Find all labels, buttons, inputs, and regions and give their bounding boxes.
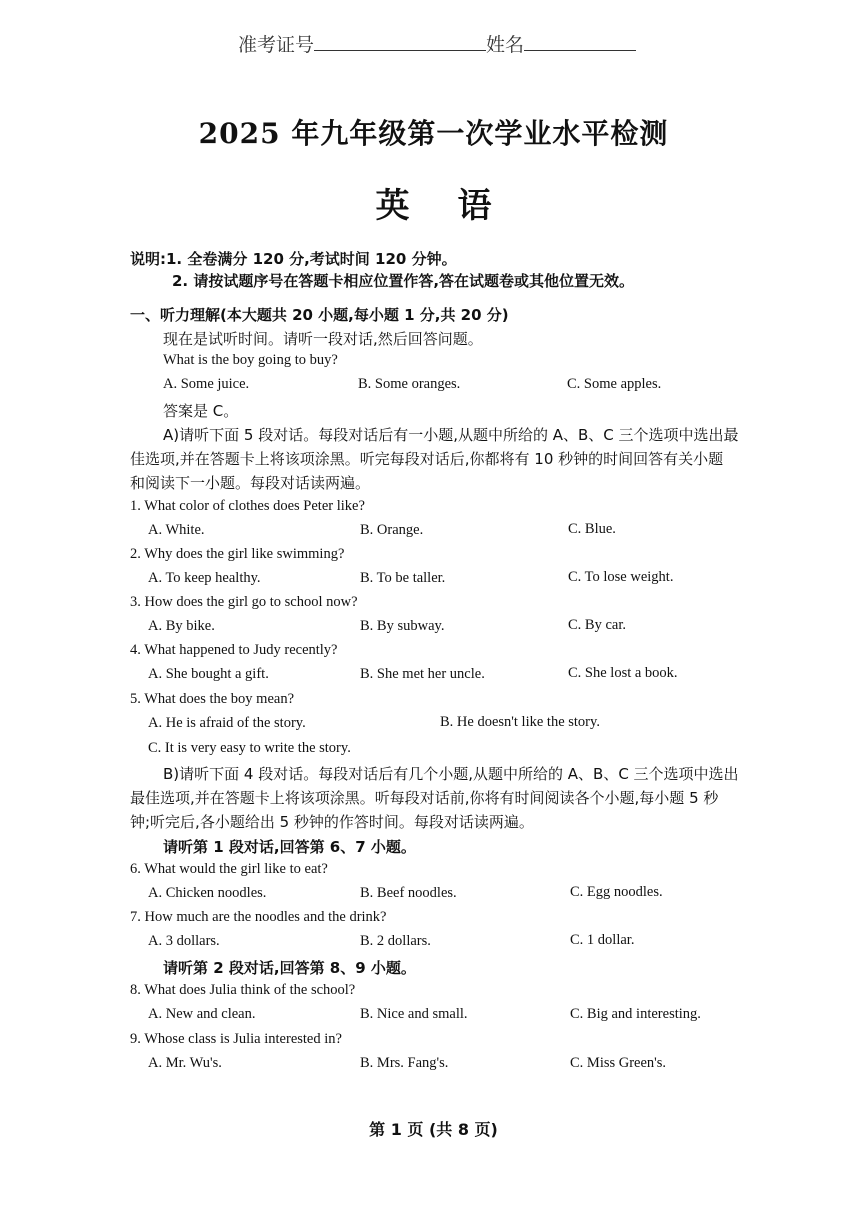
- part-b-instruction-1: B)请听下面 4 段对话。每段对话后有几个小题,从题中所给的 A、B、C 三个选项中选出: [163, 765, 739, 783]
- question-4: 4. What happened to Judy recently?: [130, 642, 338, 658]
- question-2: 2. Why does the girl like swimming?: [130, 546, 345, 562]
- q2-option-a: A. To keep healthy.: [148, 570, 261, 586]
- question-9: 9. Whose class is Julia interested in?: [130, 1031, 342, 1047]
- part-a-instruction-2: 佳选项,并在答题卡上将该项涂黑。听完每段对话后,你都将有 10 秒钟的时间回答有关小题: [130, 450, 724, 468]
- question-3: 3. How does the girl go to school now?: [130, 594, 358, 610]
- q4-option-b: B. She met her uncle.: [360, 666, 485, 682]
- question-7: 7. How much are the noodles and the drink?: [130, 909, 387, 925]
- q5-option-a: A. He is afraid of the story.: [148, 715, 306, 731]
- q6-option-b: B. Beef noodles.: [360, 885, 457, 901]
- q1-option-b: B. Orange.: [360, 522, 424, 538]
- practice-answer: 答案是 C。: [163, 402, 239, 420]
- part-b-instruction-3: 钟;听完后,各小题给出 5 秒钟的作答时间。每段对话读两遍。: [130, 813, 534, 831]
- name-blank: [524, 32, 636, 51]
- practice-option-c: C. Some apples.: [567, 376, 662, 392]
- q3-option-c: C. By car.: [568, 617, 626, 633]
- name-label: 姓名: [486, 34, 525, 56]
- q7-option-b: B. 2 dollars.: [360, 933, 431, 949]
- practice-option-b: B. Some oranges.: [358, 376, 461, 392]
- practice-intro: 现在是试听时间。请听一段对话,然后回答问题。: [163, 330, 483, 348]
- q2-option-c: C. To lose weight.: [568, 569, 674, 585]
- part-a-instruction-1: A)请听下面 5 段对话。每段对话后有一小题,从题中所给的 A、B、C 三个选项中选出最: [163, 426, 739, 444]
- q4-option-a: A. She bought a gift.: [148, 666, 269, 682]
- q8-option-c: C. Big and interesting.: [570, 1006, 701, 1022]
- q8-option-b: B. Nice and small.: [360, 1006, 468, 1022]
- q3-option-a: A. By bike.: [148, 618, 215, 634]
- q1-option-c: C. Blue.: [568, 521, 616, 537]
- dialog-2-heading: 请听第 2 段对话,回答第 8、9 小题。: [163, 959, 416, 977]
- subject-title: 英语: [375, 186, 540, 226]
- section-heading: 一、听力理解(本大题共 20 小题,每小题 1 分,共 20 分): [130, 306, 509, 324]
- question-5: 5. What does the boy mean?: [130, 691, 295, 707]
- question-6: 6. What would the girl like to eat?: [130, 861, 328, 877]
- q7-option-a: A. 3 dollars.: [148, 933, 220, 949]
- note-line-2: 2. 请按试题序号在答题卡相应位置作答,答在试题卷或其他位置无效。: [172, 272, 635, 290]
- q7-option-c: C. 1 dollar.: [570, 932, 635, 948]
- part-b-instruction-2: 最佳选项,并在答题卡上将该项涂黑。听每段对话前,你将有时间阅读各个小题,每小题 5 秒: [130, 789, 719, 807]
- q9-option-a: A. Mr. Wu's.: [148, 1055, 222, 1071]
- practice-option-a: A. Some juice.: [163, 376, 250, 392]
- q2-option-b: B. To be taller.: [360, 570, 446, 586]
- exam-id-label: 准考证号: [238, 34, 315, 56]
- q6-option-a: A. Chicken noodles.: [148, 885, 267, 901]
- exam-header: [238, 30, 636, 57]
- q5-option-c: C. It is very easy to write the story.: [148, 740, 351, 756]
- q9-option-c: C. Miss Green's.: [570, 1055, 667, 1071]
- q4-option-c: C. She lost a book.: [568, 665, 678, 681]
- q3-option-b: B. By subway.: [360, 618, 445, 634]
- q1-option-a: A. White.: [148, 522, 205, 538]
- practice-question: What is the boy going to buy?: [163, 352, 338, 368]
- exam-id-blank: [314, 32, 486, 51]
- exam-title: 2025 年九年级第一次学业水平检测: [198, 117, 669, 150]
- dialog-1-heading: 请听第 1 段对话,回答第 6、7 小题。: [163, 838, 416, 856]
- part-a-instruction-3: 和阅读下一小题。每段对话读两遍。: [130, 474, 371, 492]
- question-1: 1. What color of clothes does Peter like?: [130, 498, 365, 514]
- note-line-1: 说明:1. 全卷满分 120 分,考试时间 120 分钟。: [130, 250, 457, 268]
- q5-option-b: B. He doesn't like the story.: [440, 714, 600, 730]
- q6-option-c: C. Egg noodles.: [570, 884, 663, 900]
- q8-option-a: A. New and clean.: [148, 1006, 256, 1022]
- page-footer: 第 1 页 (共 8 页): [369, 1120, 498, 1139]
- q9-option-b: B. Mrs. Fang's.: [360, 1055, 449, 1071]
- question-8: 8. What does Julia think of the school?: [130, 982, 356, 998]
